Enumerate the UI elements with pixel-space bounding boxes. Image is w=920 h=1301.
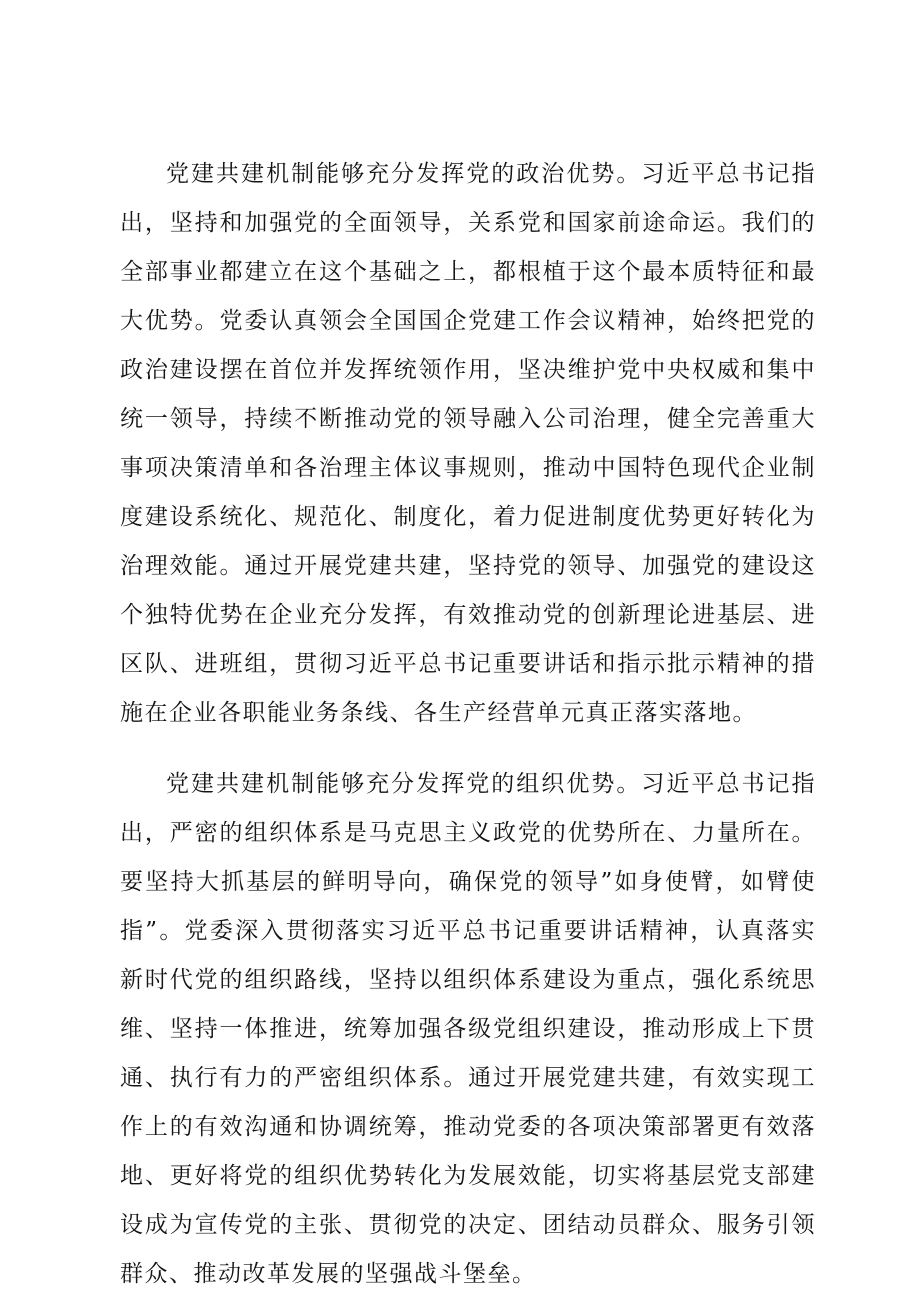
paragraph-organizational-advantage: 党建共建机制能够充分发挥党的组织优势。习近平总书记指出，严密的组织体系是马克思主义政党的优势所在、力量所在。要坚持大抓基层的鲜明导向，确保党的领导”如身使臂，如臂使指”。党委深入贯彻落实习近平总书记重要讲话精神，认真落实新时代党的组织路线，坚持以组织体系建设为重点，强化系统思维、坚持一体推进，统筹加强各级党组织建设，推动形成上下贯通、执行有力的严密组织体系。通过开展党建共建，有效实现工作上的有效沟通和协调统筹，推动党委的各项决策部署更有效落地、更好将党的组织优势转化为发展效能，切实将基层党支部建设成为宣传党的主张、贯彻党的决定、团结动员群众、服务引领群众、推动改革发展的坚强战斗堡垒。	[120, 771, 816, 1287]
document-body	[120, 150, 816, 1299]
paragraph-political-advantage: 党建共建机制能够充分发挥党的政治优势。习近平总书记指出，坚持和加强党的全面领导，关系党和国家前途命运。我们的全部事业都建立在这个基础之上，都根植于这个最本质特征和最大优势。党委认真领会全国国企党建工作会议精神，始终把党的政治建设摆在首位并发挥统领作用，坚决维护党中央权威和集中统一领导，持续不断推动党的领导融入公司治理，健全完善重大事项决策清单和各治理主体议事规则，推动中国特色现代企业制度建设系统化、规范化、制度化，着力促进制度优势更好转化为治理效能。通过开展党建共建，坚持党的领导、加强党的建设这个独特优势在企业充分发挥，有效推动党的创新理论进基层、进区队、进班组，贯彻习近平总书记重要讲话和指示批示精神的措施在企业各职能业务条线、各生产经营单元真正落实落地。	[120, 161, 816, 726]
